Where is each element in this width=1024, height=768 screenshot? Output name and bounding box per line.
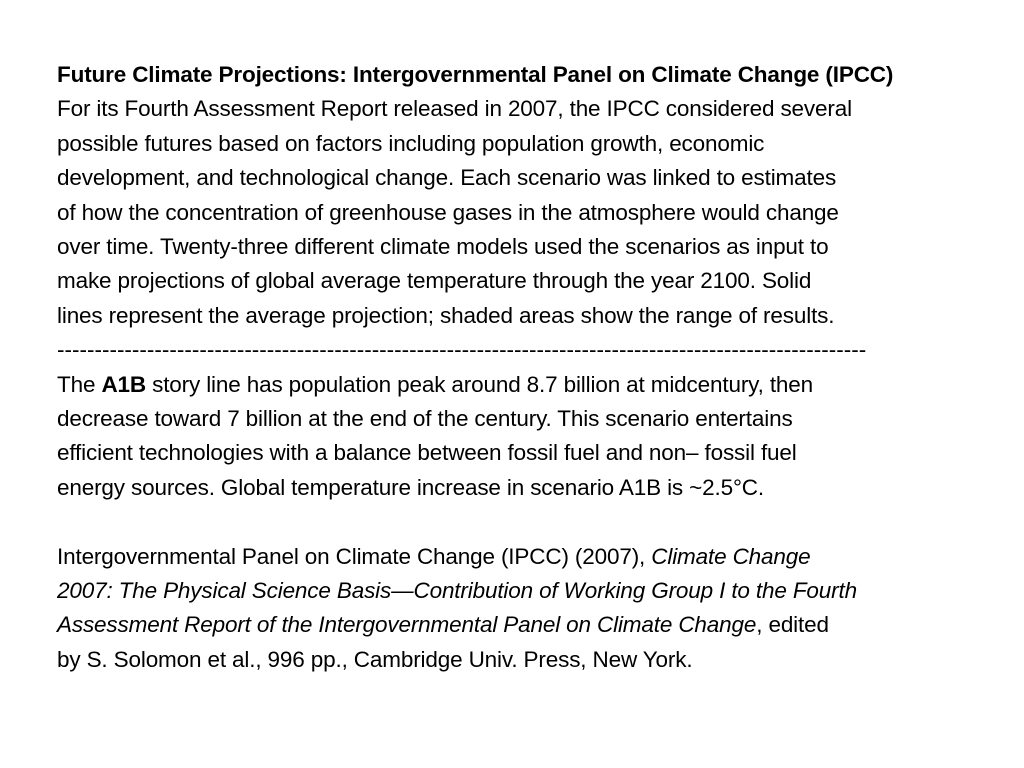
citation-line <box>57 608 987 642</box>
blank-line <box>57 505 987 539</box>
intro-line: lines represent the average projection; shaded areas show the range of results. <box>57 302 835 328</box>
slide-title: Future Climate Projections: Intergovernmental Panel on Climate Change (IPCC) <box>57 62 894 87</box>
citation-book-title-cont: 2007: The Physical Science Basis—Contribution of Working Group I to the Fourth <box>57 578 857 604</box>
citation-paragraph <box>57 540 987 678</box>
scenario-name: A1B <box>101 371 146 397</box>
citation-authors: Intergovernmental Panel on Climate Change (IPCC) (2007), <box>57 543 652 569</box>
citation-book-title: Climate Change <box>651 543 811 569</box>
scenario-line: energy sources. Global temperature increase in scenario A1B is ~2.5°C. <box>57 474 764 500</box>
scenario-line <box>57 368 987 402</box>
scenario-prefix: The <box>57 371 102 397</box>
intro-paragraph <box>57 92 987 333</box>
intro-line: For its Fourth Assessment Report released in 2007, the IPCC considered several <box>57 96 852 122</box>
intro-line: over time. Twenty-three different climate models used the scenarios as input to <box>57 234 829 260</box>
scenario-line: decrease toward 7 billion at the end of the century. This scenario entertains <box>57 406 793 432</box>
scenario-paragraph <box>57 368 987 506</box>
citation-edited: , edited <box>756 612 829 638</box>
intro-line: of how the concentration of greenhouse gases in the atmosphere would change <box>57 199 839 225</box>
citation-book-title-end: Assessment Report of the Intergovernmental Panel on Climate Change <box>57 612 757 638</box>
citation-line <box>57 540 987 574</box>
citation-line <box>57 574 987 608</box>
intro-line: make projections of global average temperature through the year 2100. Solid <box>57 268 812 294</box>
scenario-line: efficient technologies with a balance between fossil fuel and non– fossil fuel <box>57 440 797 466</box>
intro-line: development, and technological change. Each scenario was linked to estimates <box>57 165 837 191</box>
dashed-divider: ------------------------------------------------------------------------------------------------------------ <box>57 337 867 363</box>
scenario-suffix: story line has population peak around 8.7 billion at midcentury, then <box>146 371 814 397</box>
intro-line: possible futures based on factors including population growth, economic <box>57 130 765 156</box>
slide-text-body <box>57 58 987 677</box>
citation-line: by S. Solomon et al., 996 pp., Cambridge Univ. Press, New York. <box>57 646 693 672</box>
